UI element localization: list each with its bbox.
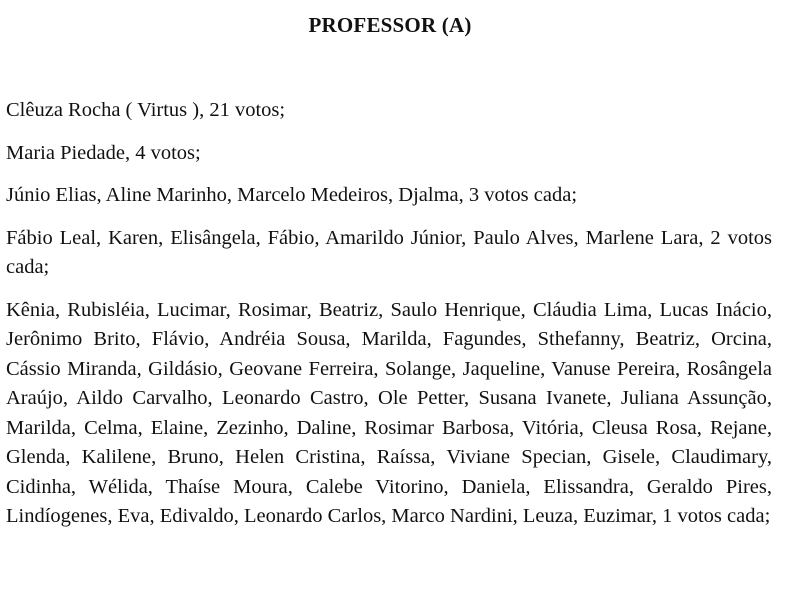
vote-paragraph-21-votes: Clêuza Rocha ( Virtus ), 21 votos; [6,99,286,121]
vote-paragraph-4-votes: Maria Piedade, 4 votos; [6,141,201,164]
vote-paragraph-2-votes: Fábio Leal, Karen, Elisângela, Fábio, Amarildo Júnior, Paulo Alves, Marlene Lara, 2 votos cada; [6,226,772,278]
page-title: PROFESSOR (A) [308,13,472,37]
vote-paragraph-3-votes: Júnio Elias, Aline Marinho, Marcelo Medeiros, Djalma, 3 votos cada; [6,184,578,206]
vote-list [6,96,772,545]
vote-paragraph-1-vote: Kênia, Rubisléia, Lucimar, Rosimar, Beatriz, Saulo Henrique, Cláudia Lima, Lucas Inácio, Jerônimo Brito, Flávio, Andréia Sousa, Marilda, Fagundes, Sthefanny, Beatriz, Orcina, Cássio Miranda, Gildásio, Geovane Ferreira, Solange, Jaqueline, Vanuse Pereira, Rosângela Araújo, Aildo Carvalho, Leonardo Castro, Ole Petter, Susana Ivanete, Juliana Assunção, Marilda, Celma, Elaine, Zezinho, Daline, Rosimar Barbosa, Vitória, Cleusa Rosa, Rejane, Glenda, Kalilene, Bruno, Helen Cristina, Raíssa, Viviane Specian, Gisele, Claudimary, Cidinha, Wélida, Thaíse Moura, Calebe Vitorino, Daniela, Elissandra, Geraldo Pires, Lindíogenes, Eva, Edivaldo, Leonardo Carlos, Marco Nardini, Leuza, Euzimar, 1 votos cada; [6,298,772,527]
